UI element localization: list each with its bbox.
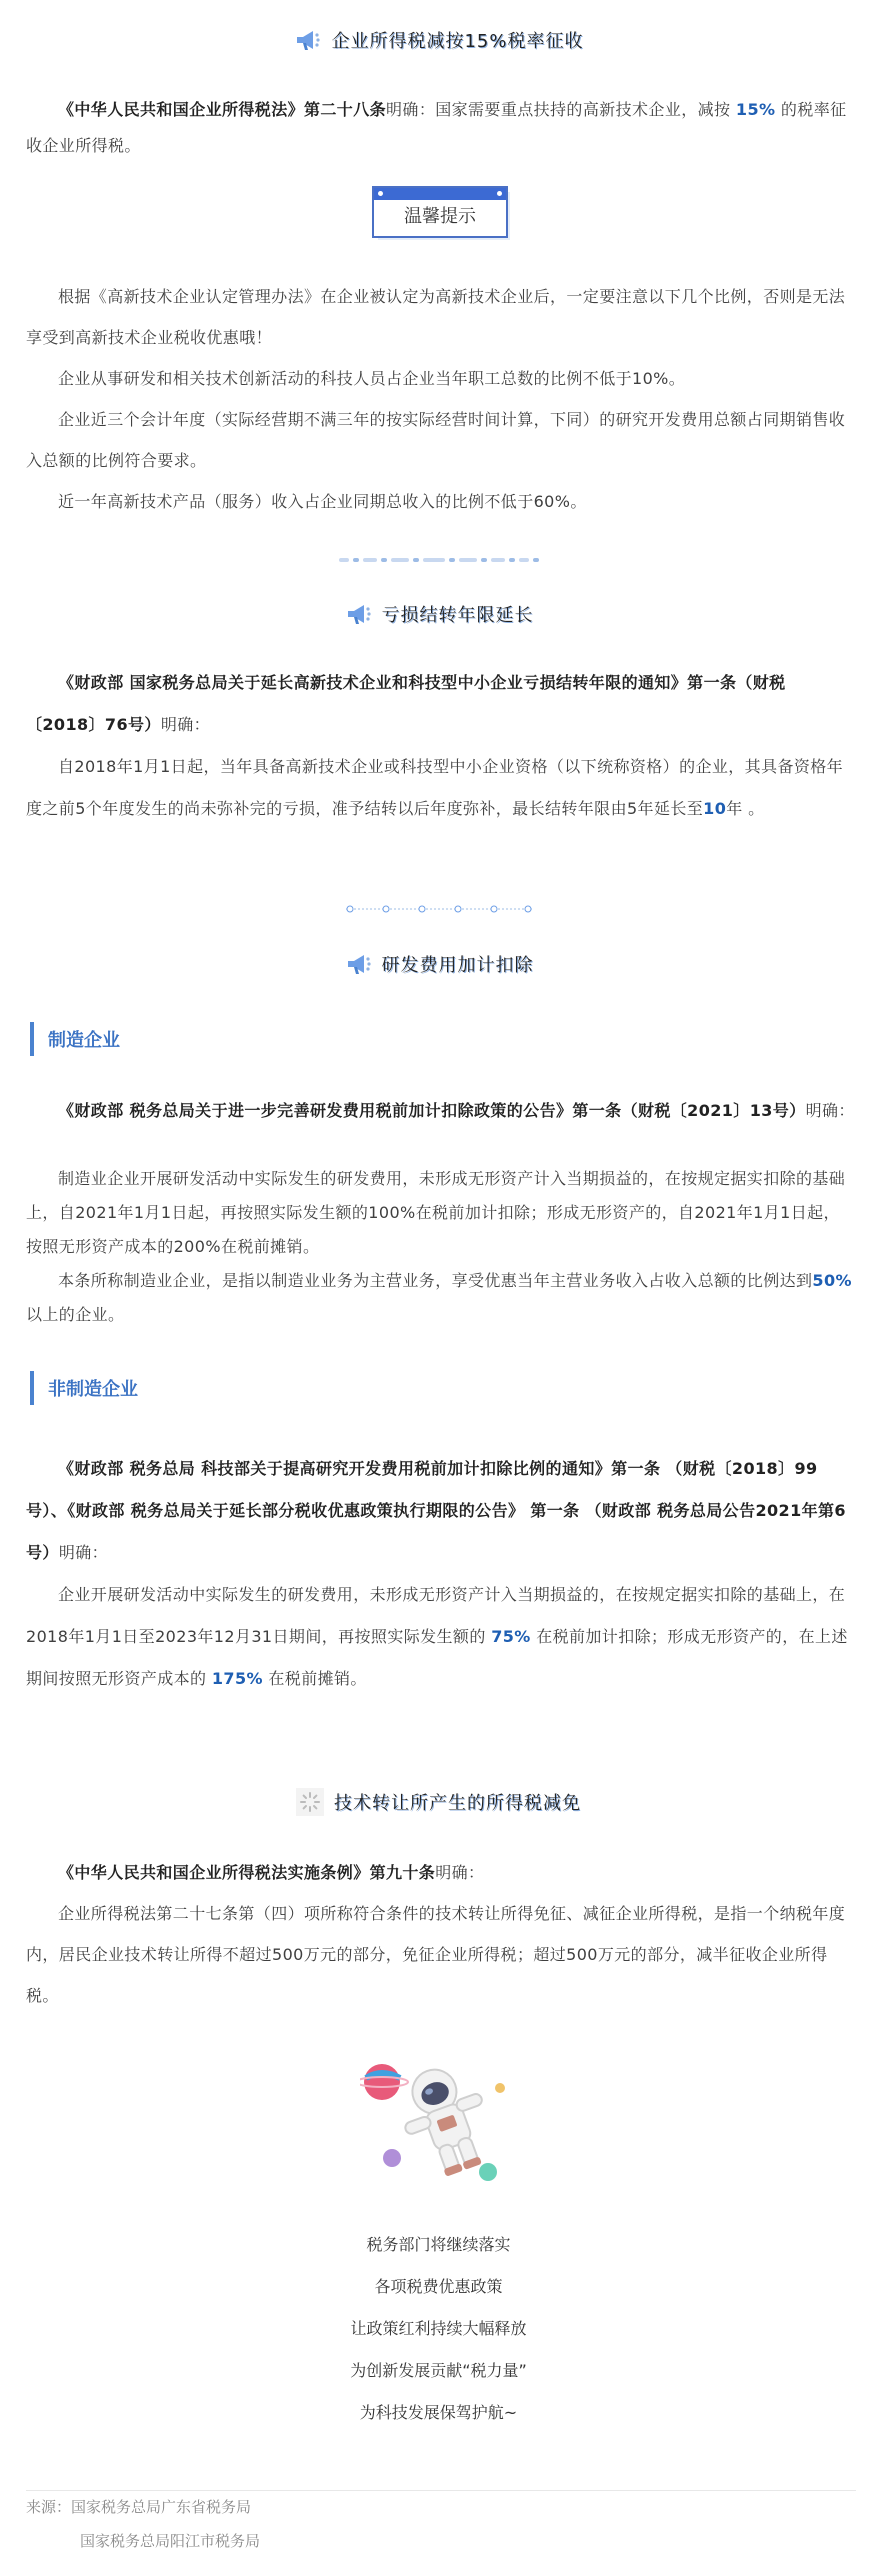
ending-line: 税务部门将继续落实 [366, 2235, 511, 2254]
ending-lines [0, 2224, 877, 2434]
doc-suffix: 明确： [58, 1543, 109, 1562]
manufacturing-para-2 [26, 1264, 856, 1332]
divider-circles [346, 904, 532, 914]
subheading-manufacturing [30, 1021, 120, 1057]
carryover-years: 10 [703, 799, 727, 818]
subheading-bar [30, 1022, 34, 1056]
tip-topbar [374, 188, 506, 200]
megaphone-icon [344, 600, 372, 628]
non-manufacturing-text: 企业开展研发活动中实际发生的研发费用，未形成无形资产计入当期损益的，在按规定据实扣除的基础上，在2018年1月1日至2023年12月31日期间，再按照实际发生额的 [26, 1585, 846, 1646]
section1-law-paragraph [26, 92, 856, 164]
section1-title-text: 企业所得税减按15%税率征收 [331, 31, 584, 52]
source-block [26, 2490, 260, 2558]
manufacturing-para-1: 制造业企业开展研发活动中实际发生的研发费用，未形成无形资产计入当期损益的，在按规定据实扣除的基础上，自2021年1月1日起，再按照实际发生额的100%在税前加计扣除；形成无形资产的，自2021年1月1日起，按照无形资产成本的200%在税前摊销。 [26, 1169, 846, 1256]
section4-title-text: 技术转让所产生的所得税减免 [334, 1793, 581, 1814]
dotted-divider [0, 556, 877, 564]
non-manufacturing-text-end: 在税前摊销。 [262, 1669, 367, 1688]
source-label: 来源： [26, 2498, 72, 2516]
ending-line: 为创新发展贡献“税力量” [350, 2361, 527, 2380]
doc-suffix: 明确： [805, 1101, 855, 1120]
section2-title [0, 596, 877, 632]
section3-title [0, 946, 877, 982]
tip-paragraph-1: 根据《高新技术企业认定管理办法》在企业被认定为高新技术企业后，一定要注意以下几个比例，否则是无法享受到高新技术企业税收优惠哦！ [26, 287, 846, 347]
section4-body: 企业所得税法第二十七条第（四）项所称符合条件的技术转让所得免征、减征企业所得税，是指一个纳税年度内，居民企业技术转让所得不超过500万元的部分，免征企业所得税；超过500万元的部分，减半征收企业所得税。 [26, 1904, 846, 2005]
tip-dot-right [497, 191, 502, 196]
section2-text: 自2018年1月1日起，当年具备高新技术企业或科技型中小企业资格（以下统称资格）的企业，其具备资格年度之前5个年度发生的尚未弥补完的亏损，准予结转以后年度弥补，最长结转年限由5年延长至 [26, 757, 844, 818]
megaphone-icon [344, 950, 372, 978]
subheading-bar [30, 1371, 34, 1405]
amortization-ratio: 175% [211, 1669, 263, 1688]
section4-title [0, 1784, 877, 1820]
ending-line: 为科技发展保驾护航~ [359, 2403, 518, 2422]
doc-suffix: 明确： [160, 715, 211, 734]
loading-icon [296, 1788, 324, 1816]
source-line-2: 国家税务总局阳江市税务局 [80, 2532, 261, 2550]
non-manufacturing-text-mid: 在税前加计扣除；形成无形资产的，在上述期间按照无形资产成本的 [26, 1627, 848, 1688]
tip-frame [372, 186, 508, 238]
manufacturing-text: 本条所称制造业企业，是指以制造业业务为主营业务，享受优惠当年主营业务收入占收入总额的比例达到 [58, 1271, 813, 1290]
subheading-label: 制造企业 [48, 1030, 120, 1051]
manufacturing-text-end: 以上的企业。 [26, 1305, 125, 1324]
tip-paragraph-3: 企业近三个会计年度（实际经营期不满三年的按实际经营时间计算，下同）的研究开发费用总额占同期销售收入总额的比例符合要求。 [26, 410, 846, 470]
astronaut-illustration [360, 2048, 520, 2198]
section2-title-text: 亏损结转年限延长 [381, 605, 534, 626]
law-reference: 《中华人民共和国企业所得税法实施条例》第九十条 [58, 1863, 436, 1882]
law-suffix: 明确： [435, 1863, 485, 1882]
megaphone-icon [293, 26, 321, 54]
section2-text-end: 年 。 [726, 799, 765, 818]
law-text-end: 的税率征收企业所得税。 [26, 100, 847, 155]
section1-title [0, 22, 877, 58]
divider-dashes [339, 556, 539, 564]
doc-reference: 《财政部 国家税务总局关于延长高新技术企业和科技型中小企业亏损结转年限的通知》第一条（财税〔2018〕76号） [26, 673, 786, 734]
source-line-1: 国家税务总局广东省税务局 [71, 2498, 252, 2516]
revenue-ratio: 50% [812, 1271, 852, 1290]
subheading-label: 非制造企业 [48, 1379, 138, 1400]
non-manufacturing-doc-reference [26, 1448, 856, 1574]
manufacturing-doc-reference [26, 1094, 856, 1128]
doc-reference: 《财政部 税务总局关于进一步完善研发费用税前加计扣除政策的公告》第一条（财税〔2021〕13号） [58, 1101, 806, 1120]
tip-paragraph-4: 近一年高新技术产品（服务）收入占企业同期总收入的比例不低于60%。 [58, 492, 587, 511]
deduction-ratio: 75% [491, 1627, 531, 1646]
tip-box [372, 186, 508, 238]
section3-title-text: 研发费用加计扣除 [381, 955, 534, 976]
tax-rate: 15% [735, 100, 776, 119]
ending-line: 让政策红利持续大幅释放 [350, 2319, 527, 2338]
tip-paragraph-2: 企业从事研发和相关技术创新活动的科技人员占企业当年职工总数的比例不低于10%。 [58, 369, 686, 388]
tip-dot-left [378, 191, 383, 196]
section2-doc-reference [26, 662, 856, 746]
law-reference: 《中华人民共和国企业所得税法》第二十八条 [58, 100, 387, 119]
non-manufacturing-body [26, 1574, 856, 1700]
section2-body [26, 746, 856, 830]
doc-reference: 《财政部 税务总局 科技部关于提高研究开发费用税前加计扣除比例的通知》第一条 （财税〔2018〕99号）、《财政部 税务总局关于延长部分税收优惠政策执行期限的公告》 第一条 （财政部 税务总局公告2021年第6号） [26, 1459, 846, 1562]
section4-law-paragraph [26, 1852, 856, 1893]
subheading-non-manufacturing [30, 1370, 138, 1406]
ending-line: 各项税费优惠政策 [374, 2277, 503, 2296]
law-text: 明确：国家需要重点扶持的高新技术企业，减按 [386, 100, 736, 119]
dotted-divider [0, 904, 877, 914]
tip-label: 温馨提示 [404, 206, 476, 227]
